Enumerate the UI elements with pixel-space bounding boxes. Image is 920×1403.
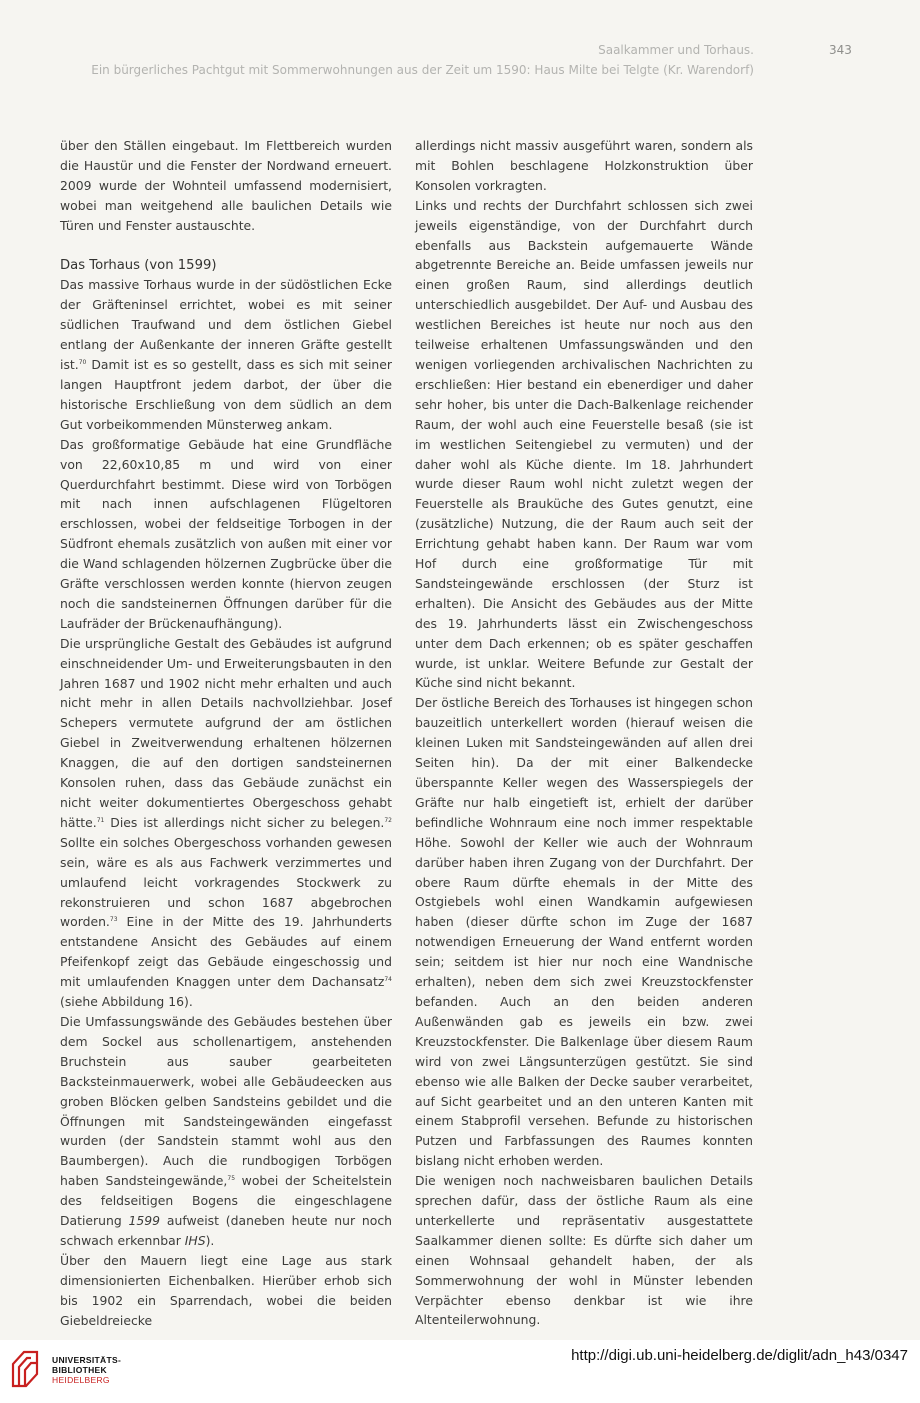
library-logo-icon[interactable] xyxy=(10,1346,40,1396)
paragraph: Über den Mauern liegt eine Lage aus stark dimensionierten Eichenbalken. Hierüber erhob sich bis 1902 ein Sparrendach, wobei die beiden Giebeldreiecke xyxy=(60,1252,392,1328)
library-logo-text xyxy=(52,1355,121,1385)
paragraph: über den Ställen eingebaut. Im Flettbereich wurden die Haustür und die Fenster der Nordwand erneuert. 2009 wurde der Wohnteil umfassend modernisiert, wobei man weitgehend alle baulichen Details wie Türen und Fenster austauschte. xyxy=(60,138,392,233)
paragraph: allerdings nicht massiv ausgeführt waren, sondern als mit Bohlen beschlagene Holzkonstruktion über Konsolen vorkragten. xyxy=(415,138,753,193)
right-column xyxy=(415,136,753,1330)
footnote-ref[interactable]: 74 xyxy=(384,976,392,984)
paragraph: Die ursprüngliche Gestalt des Gebäudes ist aufgrund einschneidender Um- und Erweiterungsbauten in den Jahren 1687 und 1902 nicht mehr erhalten und auch nicht mehr in allen Details nachvollziehbar. Josef Schepers vermutete aufgrund der am östlichen Giebel in Zweitverwendung erhaltenen hölzernen Knaggen, die auf den dortigen sandsteinernen Konsolen ruhen, dass das Gebäude zunächst ein nicht weiter dokumentiertes Obergeschoss gehabt hätte.$^{71}$ Dies ist allerdings nicht sicher zu belegen.$^{72}$ Sollte ein solches Obergeschoss vorhanden gewesen sein, wäre es als aus Fachwerk verzimmertes und umlaufend leicht vorkragendes Stockwerk zu rekonstruieren und schon 1687 abgebrochen worden.$^{73}$ Eine in der Mitte des 19. Jahrhunderts entstandene Ansicht des Gebäudes auf einem Pfeifenkopf zeigt das Gebäude eingeschossig und mit umlaufenden Knaggen unter dem Dachansatz$^{74}$ (siehe Abbildung 16). xyxy=(60,635,392,1010)
permalink-url[interactable]: http://digi.ub.uni-heidelberg.de/diglit/adn_h43/0347 xyxy=(571,1347,908,1364)
chapter-title: Saalkammer und Torhaus. xyxy=(598,43,754,57)
paragraph: Das massive Torhaus wurde in der südöstlichen Ecke der Gräfteninsel errichtet, wobei es mit seiner südlichen Traufwand und dem östlichen Giebel entlang der Außenkante der inneren Gräfte gestellt ist.$^{70}$ Damit ist es so gestellt, dass es sich mit seiner langen Hauptfront jedem darbot, der über die historische Erschließung von dem südlich an dem Gut vorbeikommenden Münsterweg ankam. xyxy=(60,277,392,432)
paragraph: Die Umfassungswände des Gebäudes bestehen über dem Sockel aus schollenartigem, anstehenden Bruchstein aus sauber gearbeiteten Backsteinmauerwerk, wobei alle Gebäudeecken aus groben Blöcken gelben Sandsteins gebildet und die Öffnungen mit Sandsteingewänden eingefasst wurden (der Sandstein stammt wohl aus den Baumbergen). Auch die rundbogigen Torbögen haben Sandsteingewände,$^{75}$ wobei der Scheitelstein des feldseitigen Bogens die eingeschlagene Datierung 1599 aufweist (daneben heute nur noch schwach erkennbar IHS). xyxy=(60,1013,393,1248)
footnote-ref[interactable]: 71 xyxy=(96,816,105,824)
footnote-ref[interactable]: 73 xyxy=(109,916,118,924)
paragraph: Die wenigen noch nachweisbaren baulichen Details sprechen dafür, dass der östliche Raum als eine unterkellerte und repräsentativ ausgestattete Saalkammer dienen sollte: Es dürfte sich daher um einen Wohnsaal gehandelt haben, der als Sommerwohnung der wohl in Münster lebenden Verpächter ebenso denkbar ist wie ihre Altenteilerwohnung. xyxy=(415,1173,753,1328)
paragraph: Der östliche Bereich des Torhauses ist hingegen schon bauzeitlich unterkellert worden (hierauf weisen die kleinen Luken mit Sandsteingewänden auf allen drei Seiten hin). Da der mit einer Balkendecke überspannte Keller wegen des Wasserspiegels der Gräfte nur halb eingetieft ist, erhielt der darüber befindliche Wohnraum eine noch immer respektable Höhe. Sowohl der Keller wie auch der Wohnraum darüber haben ihren Zugang von der Durchfahrt. Der obere Raum dürfte ehemals in der Mitte des Ostgiebels wohl einen Wandkamin aufgewiesen haben (dieser dürfte schon im Zuge der 1687 notwendigen Erneuerung der Wand entfernt worden sein; seitdem ist hier nur noch eine Wandnische erhalten), neben dem sich zwei Kreuzstockfenster befanden. Auch an den beiden anderen Außenwänden gab es jeweils ein bzw. zwei Kreuzstockfenster. Die Balkenlage über diesem Raum wird von zwei Längsunterzügen gestützt. Sie sind ebenso wie alle Balken der Decke sauber verarbeitet, auf Sicht gearbeitet und an den unteren Kanten mit einem Stabprofil versehen. Befunde zu historischen Putzen und Farbfassungen des Raumes konnten bislang nicht erhoben werden. xyxy=(415,695,753,1169)
inscription-ihs: IHS xyxy=(184,1232,206,1248)
paragraph: Links und rechts der Durchfahrt schlossen sich zwei jeweils eigenständige, von der Durchfahrt durch ebenfalls aus Backstein aufgemauerte Wände abgetrennte Bereiche an. Beide umfassen jeweils nur einen großen Raum, sind allerdings deutlich unterschiedlich ausgebildet. Der Auf- und Ausbau des westlichen Bereiches ist heute nur noch aus den teilweise erhaltenen Umfassungswänden und den wenigen vorliegenden archivalischen Nachrichten zu erschließen: Hier bestand ein ebenerdiger und daher sehr hoher, bis unter die Dach-Balkenlage reichender Raum, der wohl auch eine Feuerstelle besaß (sie ist im westlichen Seitengiebel zu vermuten) und der daher wohl als Küche diente. Im 18. Jahrhundert wurde dieser Raum wohl nicht zuletzt wegen der Feuerstelle als Brauküche des Gutes genutzt, eine (zusätzliche) Nutzung, die der Raum auch seit der Errichtung gehabt haben kann. Der Raum war vom Hof durch eine großformatige Tür mit Sandsteingewände erschlossen (der Sturz ist erhalten). Die Ansicht des Gebäudes aus der Mitte des 19. Jahrhunderts lässt ein Zwischengeschoss unter dem Dach erkennen; ob es später geschaffen wurde, ist unklar. Weitere Befunde zur Gestalt der Küche sind nicht bekannt. xyxy=(415,197,753,691)
paragraph: Das großformatige Gebäude hat eine Grundfläche von 22,60x10,85 m und wird von einer Querdurchfahrt bestimmt. Diese wird von Torbögen mit nach innen aufschlagenen Flügeltoren erschlossen, wobei der feldseitige Torbogen in der Südfront ehemals zusätzlich von außen mit einer vor die Wand schlagenden hölzernen Zugbrücke über die Gräfte verschlossen werden konnte (hiervon zeugen noch die sandsteinernen Öffnungen darüber für die Laufräder der Brückenaufhängung). xyxy=(60,436,392,631)
footnote-ref[interactable]: 72 xyxy=(384,816,392,824)
inscription-date: 1599 xyxy=(128,1213,161,1229)
book-subtitle: Ein bürgerliches Pachtgut mit Sommerwohnungen aus der Zeit um 1590: Haus Milte bei Telgte (Kr. Warendorf) xyxy=(91,63,754,77)
section-heading: Das Torhaus (von 1599) xyxy=(60,257,217,273)
footnote-ref[interactable]: 75 xyxy=(227,1175,236,1183)
logo-line: BIBLIOTHEK xyxy=(52,1365,107,1375)
logo-line: UNIVERSITÄTS- xyxy=(52,1355,122,1365)
page-number: 343 xyxy=(829,43,852,57)
logo-line: HEIDELBERG xyxy=(52,1375,110,1385)
running-header xyxy=(91,40,754,80)
left-column xyxy=(60,136,392,1330)
footnote-ref[interactable]: 70 xyxy=(78,358,87,366)
